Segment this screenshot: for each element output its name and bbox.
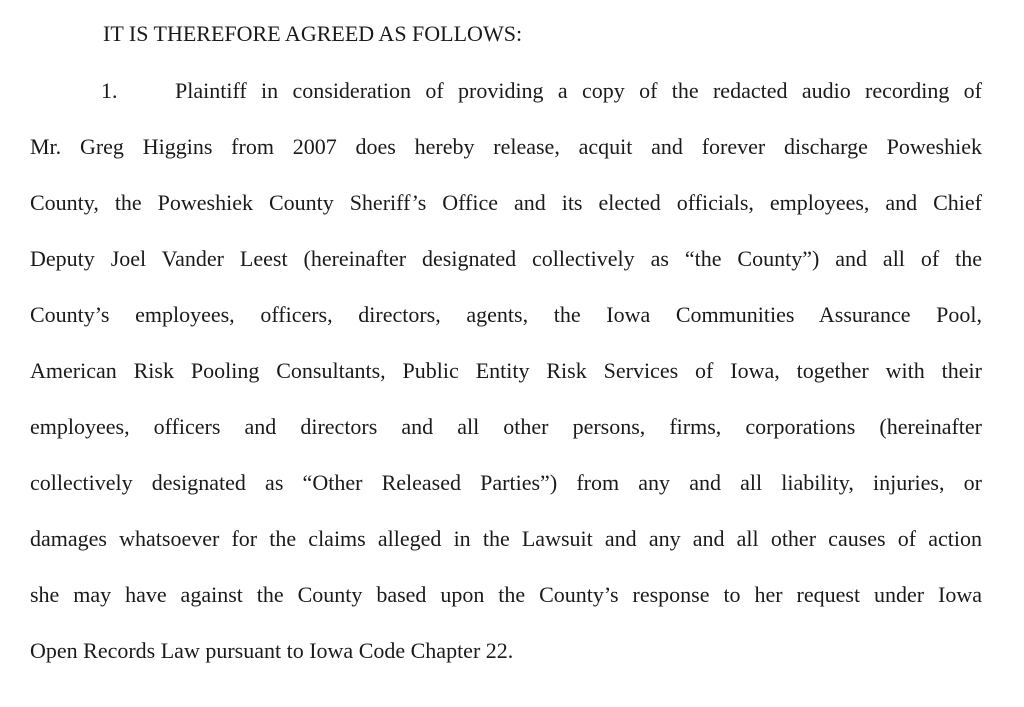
paragraph-line: she may have against the County based upon the County’s response to her request under Iowa (30, 582, 982, 607)
paragraph-number: 1. (101, 78, 118, 103)
paragraph-line: Mr. Greg Higgins from 2007 does hereby release, acquit and forever discharge Poweshiek (30, 134, 982, 159)
paragraph-line: County’s employees, officers, directors, agents, the Iowa Communities Assurance Pool, (30, 302, 982, 327)
paragraph-line: damages whatsoever for the claims alleged in the Lawsuit and any and all other causes of action (30, 526, 982, 551)
paragraph-line: Plaintiff in consideration of providing a copy of the redacted audio recording of (175, 78, 982, 103)
paragraph-line: employees, officers and directors and all other persons, firms, corporations (hereinafter (30, 414, 982, 439)
paragraph-line: collectively designated as “Other Released Parties”) from any and all liability, injuries, or (30, 470, 982, 495)
section-heading: IT IS THEREFORE AGREED AS FOLLOWS: (103, 21, 523, 46)
paragraph-line: Deputy Joel Vander Leest (hereinafter designated collectively as “the County”) and all of the (30, 246, 982, 271)
paragraph-line: American Risk Pooling Consultants, Public Entity Risk Services of Iowa, together with their (30, 358, 982, 383)
paragraph-line: Open Records Law pursuant to Iowa Code Chapter 22. (30, 638, 514, 663)
paragraph-line: County, the Poweshiek County Sheriff’s Office and its elected officials, employees, and Chief (30, 190, 982, 215)
